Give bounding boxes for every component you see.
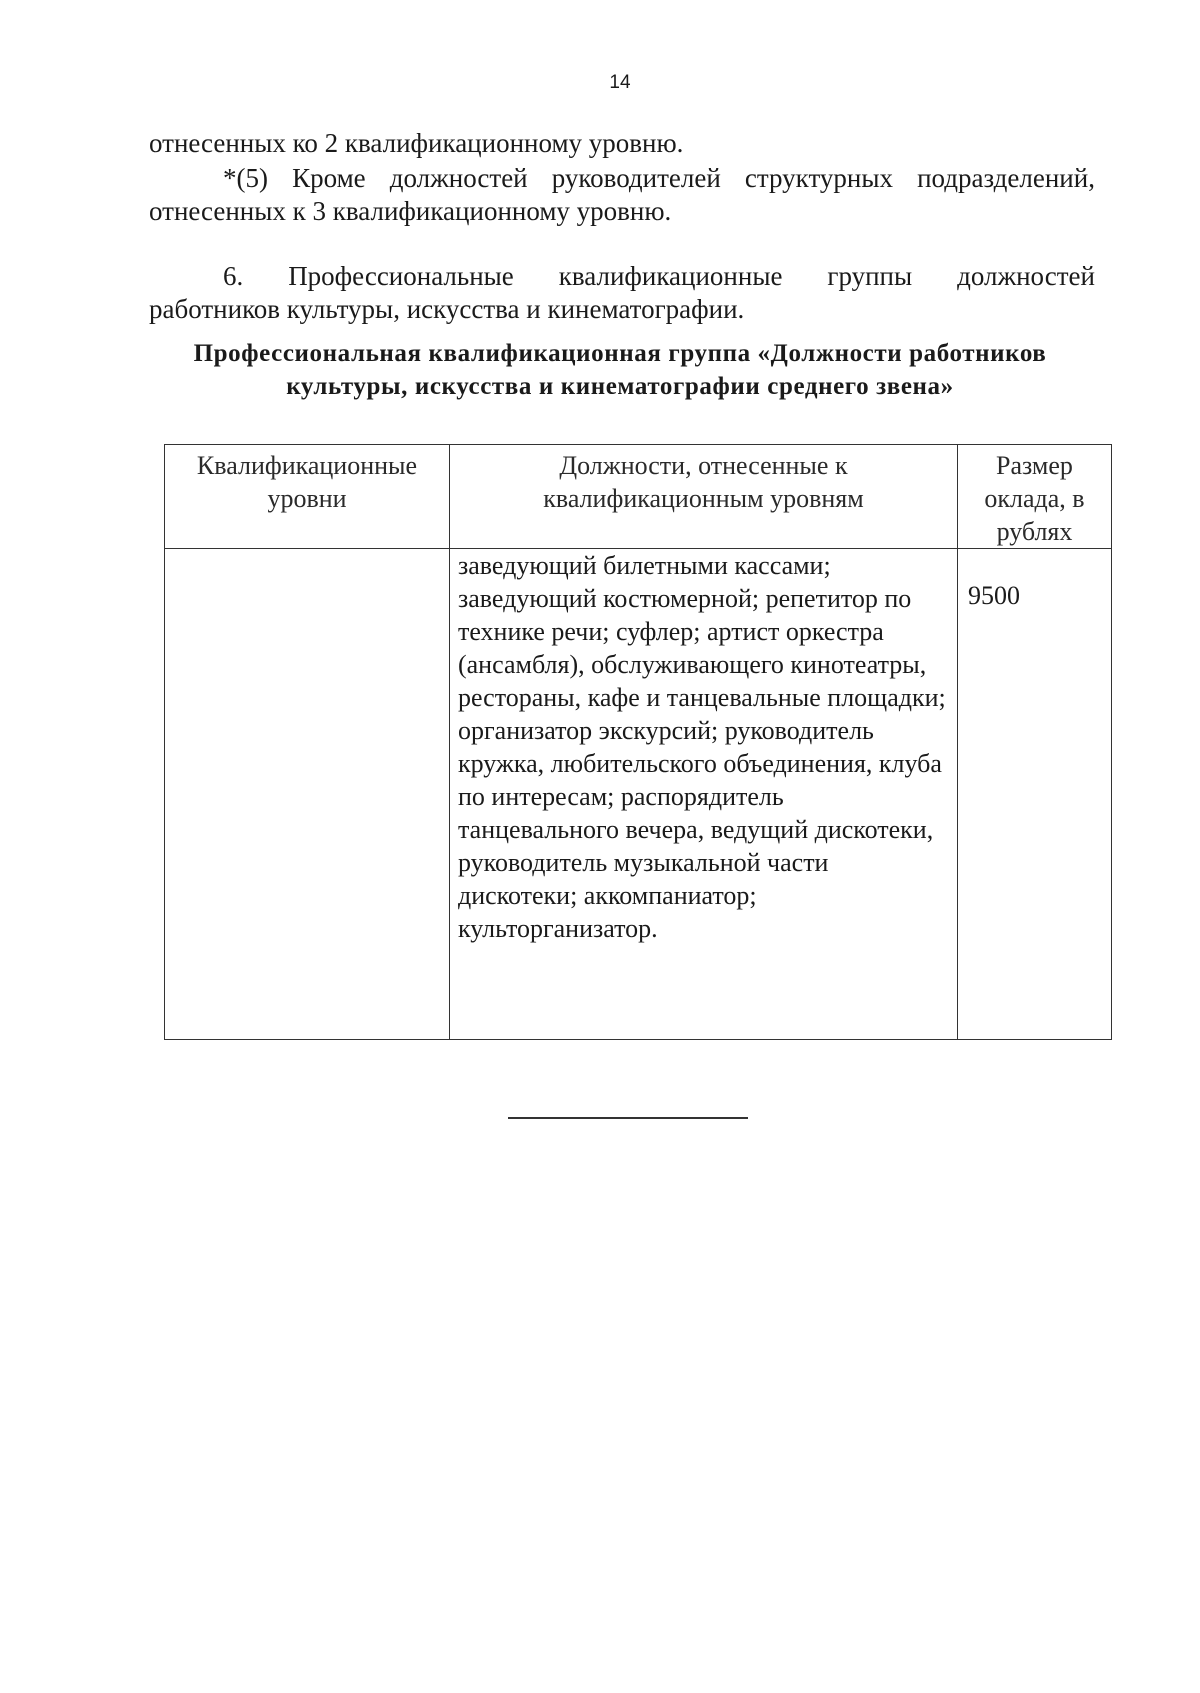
header-salary: Размер оклада, в рублях (957, 445, 1111, 549)
footnote-5-word: должностей (389, 163, 528, 193)
section-6-word: группы (827, 261, 913, 291)
section-6-word: должностей (957, 261, 1095, 291)
cell-salary: 9500 (957, 549, 1111, 1040)
footnote-5-line-2: отнесенных к 3 квалификационному уровню. (149, 196, 672, 226)
section-6-paragraph (149, 260, 1095, 326)
footnote-5 (149, 162, 1095, 228)
page-number: 14 (609, 72, 631, 93)
footnote-4-tail (149, 127, 1095, 160)
end-rule (508, 1117, 748, 1119)
header-positions: Должности, отнесенные к квалификационным уровням (449, 445, 957, 549)
footnote-5-word: подразделений, (917, 163, 1095, 193)
footnote-4-tail-text: отнесенных ко 2 квалификационному уровню. (149, 128, 684, 158)
cell-positions: заведующий билетными кассами; заведующий костюмерной; репетитор по технике речи; суфлер; артист оркестра (ансамбля), обслуживающего кинотеатры, рестораны, кафе и танцевальные площадки; организатор экскурсий; руководитель кружка, любительского объединения, клуба по интересам; распорядитель танцевального вечера, ведущий дискотеки, руководитель музыкальной части дискотеки; аккомпаниатор; культорганизатор. (449, 549, 957, 1040)
group-title (120, 337, 1120, 403)
group-title-line-1: Профессиональная квалификационная группа «Должности работников (193, 340, 1047, 367)
footnote-5-line-1 (149, 162, 1095, 195)
qualification-table (164, 444, 1112, 1040)
header-levels: Квалификационные уровни (165, 445, 450, 549)
footnote-5-word: структурных (744, 163, 893, 193)
footnote-5-word: Кроме (292, 163, 366, 193)
section-6-word: Профессиональные (288, 261, 514, 291)
footnote-5-word: *(5) (223, 163, 268, 193)
section-6-line-2: работников культуры, искусства и кинематографии. (149, 294, 745, 324)
section-6-line-1 (149, 260, 1095, 293)
table-row (165, 549, 1112, 1040)
table-header-row (165, 445, 1112, 549)
group-title-line-2: культуры, искусства и кинематографии среднего звена» (286, 373, 954, 400)
section-6-word: квалификационные (558, 261, 783, 291)
section-6-word: 6. (223, 261, 244, 291)
footnote-5-word: руководителей (551, 163, 721, 193)
cell-level (165, 549, 450, 1040)
